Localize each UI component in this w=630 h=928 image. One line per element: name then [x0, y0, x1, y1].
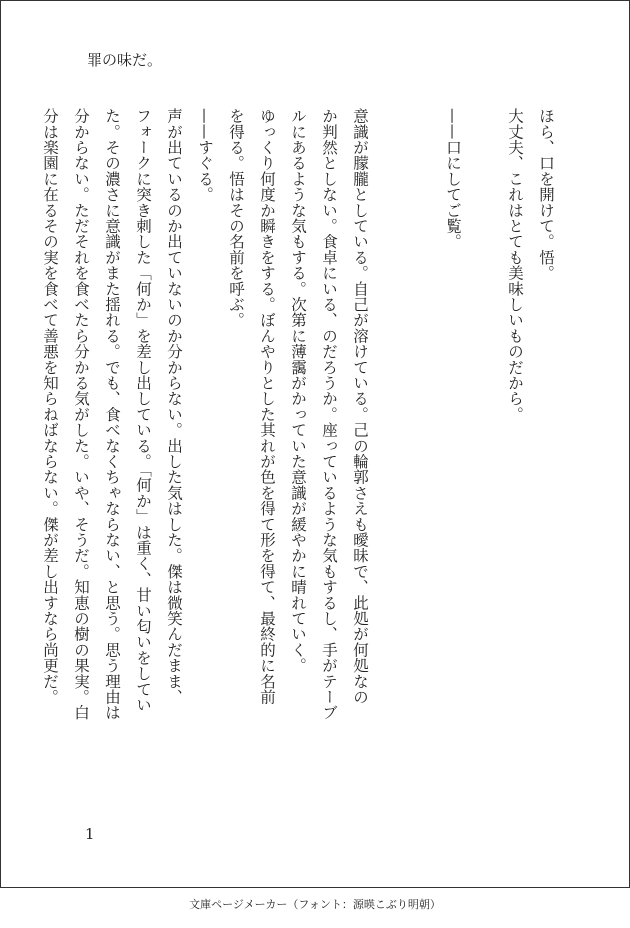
text-column: を得る。悟はその名前を呼ぶ。 [227, 108, 245, 328]
text-column: た。その濃さに意識がまた揺れる。でも、食べなくちゃならない、と思う。思う理由は [103, 108, 121, 721]
text-column: ゆっくり何度か瞬きをする。ぼんやりとした其れが色を得て形を得て、最終的に名前 [258, 108, 276, 705]
text-column: 分は楽園に在るその実を食べて善悪を知らねばならない。傑が差し出すなら尚更だ。 [41, 108, 59, 705]
text-column: 意識が朦朧としている。自己が溶けている。己の輪郭さえも曖昧で、此処が何処なの [351, 108, 369, 705]
text-column: ——すぐる。 [196, 108, 214, 203]
text-column [412, 108, 432, 788]
text-column [474, 108, 494, 788]
text-column: 声が出ているのか出ていないのか分からない。出した気はした。傑は微笑んだまま、 [165, 108, 183, 705]
text-column: ルにあるような気もする。次第に薄靄がかっていた意識が緩やかに晴れていく。 [289, 108, 307, 674]
text-column: ——口にしてご覧。 [444, 108, 462, 250]
text-column: 大丈夫、これはとても美味しいものだから。 [506, 108, 524, 422]
continued-text-line: 罪の味だ。 [87, 51, 163, 69]
text-column: フォークに突き刺した「何か」を差し出している。「何か」は重く、甘い匂いをしてい [134, 108, 152, 713]
generator-credit: 文庫ページメーカー（フォント：源暎こぶり明朝） [189, 898, 441, 911]
text-column: ほら、口を開けて。悟。 [537, 108, 555, 281]
text-column: か判然としない。食卓にいる、のだろうか。座っているような気もするし、手がテーブ [320, 108, 338, 721]
page-number: 1 [85, 825, 95, 843]
text-column [381, 108, 401, 788]
text-column: 分からない。ただそれを食べたら分かる気がした。いや、そうだ。知恵の樹の果実。白 [72, 108, 90, 721]
